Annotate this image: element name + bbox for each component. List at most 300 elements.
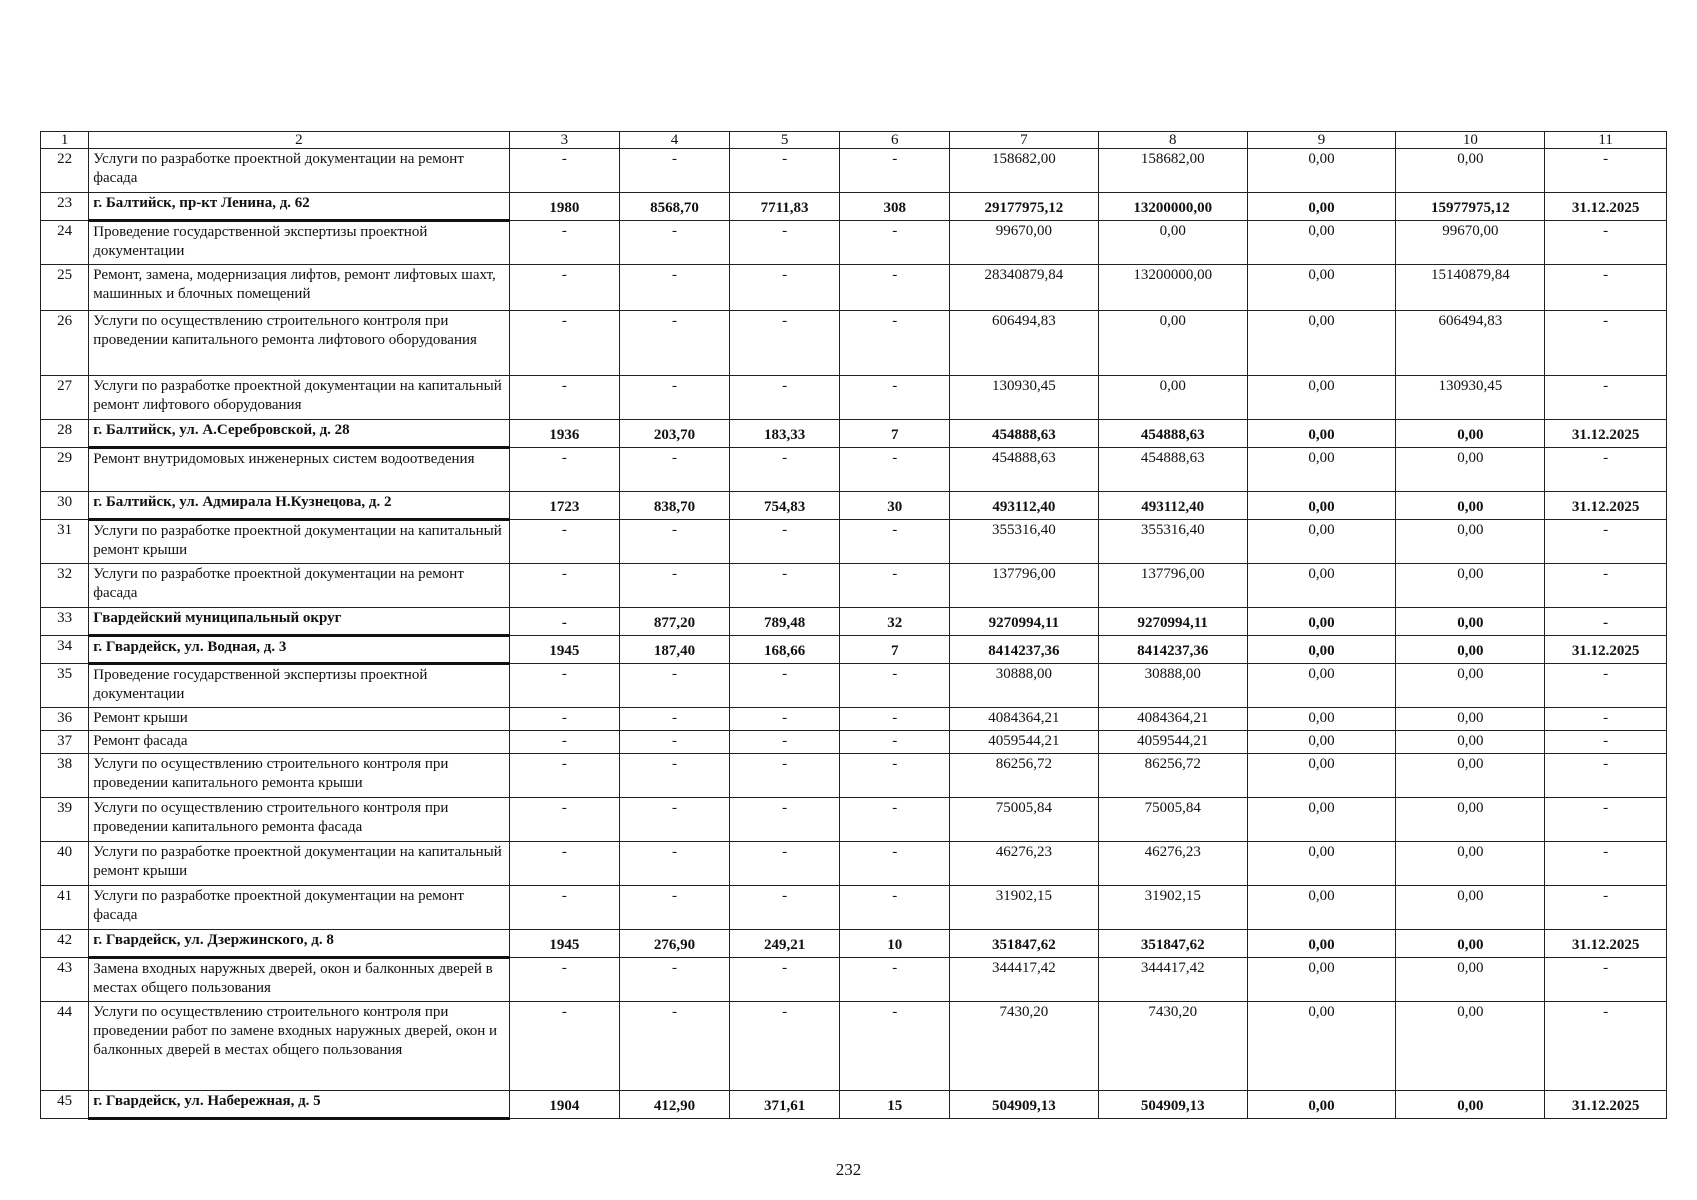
- owner-cost: 0,00: [1396, 798, 1545, 842]
- row-number: 44: [41, 1002, 89, 1091]
- living-area: -: [729, 664, 840, 708]
- total-area: -: [620, 149, 730, 193]
- fund-cost: 46276,23: [1098, 842, 1247, 886]
- address-row: [41, 930, 1667, 958]
- row-number: 35: [41, 664, 89, 708]
- residents: 308: [840, 193, 950, 221]
- year-built: 1904: [509, 1091, 620, 1119]
- address-row: [41, 636, 1667, 664]
- living-area: -: [729, 886, 840, 930]
- total-cost: 4084364,21: [949, 708, 1098, 731]
- total-cost: 28340879,84: [949, 265, 1098, 311]
- year-built: -: [509, 958, 620, 1002]
- deadline: -: [1545, 149, 1667, 193]
- row-number: 39: [41, 798, 89, 842]
- budget-cost: 0,00: [1247, 311, 1396, 376]
- work-item-row: [41, 886, 1667, 930]
- row-number: 28: [41, 420, 89, 448]
- deadline: -: [1545, 1002, 1667, 1091]
- column-header: 6: [840, 132, 950, 149]
- deadline: 31.12.2025: [1545, 193, 1667, 221]
- item-name: Услуги по осуществлению строительного контроля при проведении капитального ремонта лифтового оборудования: [89, 311, 509, 376]
- budget-cost: 0,00: [1247, 265, 1396, 311]
- item-name: г. Балтийск, пр-кт Ленина, д. 62: [89, 193, 509, 221]
- item-name: Ремонт фасада: [89, 731, 509, 754]
- item-name: Услуги по осуществлению строительного контроля при проведении работ по замене входных наружных дверей, окон и балконных дверей в местах общего пользования: [89, 1002, 509, 1091]
- living-area: -: [729, 448, 840, 492]
- owner-cost: 0,00: [1396, 1091, 1545, 1119]
- budget-cost: 0,00: [1247, 754, 1396, 798]
- budget-cost: 0,00: [1247, 149, 1396, 193]
- work-item-row: [41, 1002, 1667, 1091]
- deadline: -: [1545, 798, 1667, 842]
- budget-cost: 0,00: [1247, 520, 1396, 564]
- row-number: 26: [41, 311, 89, 376]
- total-area: -: [620, 221, 730, 265]
- total-area: 276,90: [620, 930, 730, 958]
- page-number: 232: [835, 1160, 862, 1179]
- item-name: Гвардейский муниципальный округ: [89, 608, 509, 636]
- owner-cost: 0,00: [1396, 149, 1545, 193]
- residents: -: [840, 520, 950, 564]
- living-area: 7711,83: [729, 193, 840, 221]
- year-built: 1945: [509, 930, 620, 958]
- total-cost: 75005,84: [949, 798, 1098, 842]
- residents: -: [840, 842, 950, 886]
- fund-cost: 4059544,21: [1098, 731, 1247, 754]
- owner-cost: 0,00: [1396, 1002, 1545, 1091]
- fund-cost: 13200000,00: [1098, 193, 1247, 221]
- year-built: 1723: [509, 492, 620, 520]
- deadline: -: [1545, 564, 1667, 608]
- deadline: 31.12.2025: [1545, 492, 1667, 520]
- total-cost: 454888,63: [949, 448, 1098, 492]
- deadline: -: [1545, 708, 1667, 731]
- residents: -: [840, 731, 950, 754]
- deadline: -: [1545, 311, 1667, 376]
- total-area: -: [620, 448, 730, 492]
- item-name: Ремонт, замена, модернизация лифтов, ремонт лифтовых шахт, машинных и блочных помещений: [89, 265, 509, 311]
- residents: -: [840, 886, 950, 930]
- residents: 32: [840, 608, 950, 636]
- year-built: -: [509, 731, 620, 754]
- residents: -: [840, 448, 950, 492]
- living-area: 754,83: [729, 492, 840, 520]
- work-item-row: [41, 265, 1667, 311]
- residents: 7: [840, 420, 950, 448]
- fund-cost: 355316,40: [1098, 520, 1247, 564]
- deadline: -: [1545, 731, 1667, 754]
- owner-cost: 130930,45: [1396, 376, 1545, 420]
- year-built: -: [509, 664, 620, 708]
- total-cost: 158682,00: [949, 149, 1098, 193]
- residents: -: [840, 564, 950, 608]
- row-number: 32: [41, 564, 89, 608]
- total-cost: 4059544,21: [949, 731, 1098, 754]
- work-item-row: [41, 448, 1667, 492]
- column-number-row: [41, 132, 1667, 149]
- total-cost: 504909,13: [949, 1091, 1098, 1119]
- living-area: -: [729, 311, 840, 376]
- fund-cost: 9270994,11: [1098, 608, 1247, 636]
- living-area: 371,61: [729, 1091, 840, 1119]
- total-area: -: [620, 520, 730, 564]
- work-item-row: [41, 149, 1667, 193]
- row-number: 25: [41, 265, 89, 311]
- owner-cost: 15977975,12: [1396, 193, 1545, 221]
- work-item-row: [41, 520, 1667, 564]
- total-cost: 137796,00: [949, 564, 1098, 608]
- fund-cost: 493112,40: [1098, 492, 1247, 520]
- deadline: -: [1545, 448, 1667, 492]
- row-number: 37: [41, 731, 89, 754]
- total-area: -: [620, 731, 730, 754]
- owner-cost: 0,00: [1396, 886, 1545, 930]
- fund-cost: 454888,63: [1098, 448, 1247, 492]
- budget-cost: 0,00: [1247, 708, 1396, 731]
- deadline: 31.12.2025: [1545, 636, 1667, 664]
- total-area: -: [620, 1002, 730, 1091]
- total-area: 412,90: [620, 1091, 730, 1119]
- fund-cost: 8414237,36: [1098, 636, 1247, 664]
- fund-cost: 454888,63: [1098, 420, 1247, 448]
- item-name: Услуги по разработке проектной документации на капитальный ремонт крыши: [89, 520, 509, 564]
- total-area: 877,20: [620, 608, 730, 636]
- living-area: -: [729, 754, 840, 798]
- fund-cost: 0,00: [1098, 311, 1247, 376]
- column-header: 10: [1396, 132, 1545, 149]
- deadline: -: [1545, 520, 1667, 564]
- deadline: -: [1545, 842, 1667, 886]
- fund-cost: 344417,42: [1098, 958, 1247, 1002]
- year-built: 1980: [509, 193, 620, 221]
- budget-cost: 0,00: [1247, 564, 1396, 608]
- row-number: 43: [41, 958, 89, 1002]
- total-cost: 606494,83: [949, 311, 1098, 376]
- deadline: -: [1545, 221, 1667, 265]
- fund-cost: 351847,62: [1098, 930, 1247, 958]
- budget-cost: 0,00: [1247, 420, 1396, 448]
- residents: 30: [840, 492, 950, 520]
- living-area: -: [729, 1002, 840, 1091]
- owner-cost: 0,00: [1396, 492, 1545, 520]
- living-area: 249,21: [729, 930, 840, 958]
- fund-cost: 13200000,00: [1098, 265, 1247, 311]
- total-area: 838,70: [620, 492, 730, 520]
- year-built: -: [509, 842, 620, 886]
- column-header: 5: [729, 132, 840, 149]
- year-built: -: [509, 564, 620, 608]
- item-name: г. Гвардейск, ул. Набережная, д. 5: [89, 1091, 509, 1119]
- residents: -: [840, 1002, 950, 1091]
- total-area: -: [620, 754, 730, 798]
- total-cost: 9270994,11: [949, 608, 1098, 636]
- fund-cost: 0,00: [1098, 376, 1247, 420]
- living-area: -: [729, 221, 840, 265]
- owner-cost: 0,00: [1396, 448, 1545, 492]
- item-name: Услуги по разработке проектной документации на капитальный ремонт лифтового оборудования: [89, 376, 509, 420]
- item-name: Замена входных наружных дверей, окон и балконных дверей в местах общего пользования: [89, 958, 509, 1002]
- owner-cost: 606494,83: [1396, 311, 1545, 376]
- budget-cost: 0,00: [1247, 1002, 1396, 1091]
- row-number: 36: [41, 708, 89, 731]
- item-name: Проведение государственной экспертизы проектной документации: [89, 221, 509, 265]
- year-built: -: [509, 798, 620, 842]
- owner-cost: 0,00: [1396, 842, 1545, 886]
- item-name: г. Гвардейск, ул. Водная, д. 3: [89, 636, 509, 664]
- row-number: 22: [41, 149, 89, 193]
- total-cost: 130930,45: [949, 376, 1098, 420]
- year-built: -: [509, 754, 620, 798]
- deadline: 31.12.2025: [1545, 420, 1667, 448]
- fund-cost: 30888,00: [1098, 664, 1247, 708]
- total-cost: 30888,00: [949, 664, 1098, 708]
- item-name: Ремонт внутридомовых инженерных систем водоотведения: [89, 448, 509, 492]
- total-cost: 344417,42: [949, 958, 1098, 1002]
- total-area: 8568,70: [620, 193, 730, 221]
- budget-cost: 0,00: [1247, 193, 1396, 221]
- column-header: 4: [620, 132, 730, 149]
- work-item-row: [41, 311, 1667, 376]
- work-item-row: [41, 754, 1667, 798]
- item-name: Услуги по разработке проектной документации на капитальный ремонт крыши: [89, 842, 509, 886]
- residents: -: [840, 311, 950, 376]
- deadline: -: [1545, 608, 1667, 636]
- item-name: Услуги по разработке проектной документации на ремонт фасада: [89, 564, 509, 608]
- row-number: 40: [41, 842, 89, 886]
- residents: -: [840, 708, 950, 731]
- living-area: 183,33: [729, 420, 840, 448]
- item-name: Услуги по осуществлению строительного контроля при проведении капитального ремонта крыши: [89, 754, 509, 798]
- year-built: -: [509, 520, 620, 564]
- living-area: 168,66: [729, 636, 840, 664]
- row-number: 31: [41, 520, 89, 564]
- living-area: -: [729, 958, 840, 1002]
- total-area: 187,40: [620, 636, 730, 664]
- fund-cost: 7430,20: [1098, 1002, 1247, 1091]
- budget-cost: 0,00: [1247, 376, 1396, 420]
- year-built: 1945: [509, 636, 620, 664]
- fund-cost: 4084364,21: [1098, 708, 1247, 731]
- total-cost: 7430,20: [949, 1002, 1098, 1091]
- total-area: -: [620, 311, 730, 376]
- living-area: -: [729, 376, 840, 420]
- year-built: -: [509, 149, 620, 193]
- total-cost: 351847,62: [949, 930, 1098, 958]
- deadline: -: [1545, 376, 1667, 420]
- total-area: -: [620, 958, 730, 1002]
- address-row: [41, 492, 1667, 520]
- column-header: 8: [1098, 132, 1247, 149]
- item-name: г. Гвардейск, ул. Дзержинского, д. 8: [89, 930, 509, 958]
- total-cost: 99670,00: [949, 221, 1098, 265]
- year-built: -: [509, 608, 620, 636]
- address-row: [41, 608, 1667, 636]
- fund-cost: 31902,15: [1098, 886, 1247, 930]
- column-header: 9: [1247, 132, 1396, 149]
- estimate-table: [40, 131, 1667, 1120]
- budget-cost: 0,00: [1247, 731, 1396, 754]
- column-header: 1: [41, 132, 89, 149]
- column-header: 11: [1545, 132, 1667, 149]
- budget-cost: 0,00: [1247, 930, 1396, 958]
- item-name: Услуги по разработке проектной документации на ремонт фасада: [89, 886, 509, 930]
- year-built: 1936: [509, 420, 620, 448]
- residents: -: [840, 958, 950, 1002]
- year-built: -: [509, 221, 620, 265]
- owner-cost: 0,00: [1396, 636, 1545, 664]
- owner-cost: 0,00: [1396, 731, 1545, 754]
- year-built: -: [509, 448, 620, 492]
- row-number: 38: [41, 754, 89, 798]
- living-area: -: [729, 149, 840, 193]
- row-number: 27: [41, 376, 89, 420]
- budget-cost: 0,00: [1247, 448, 1396, 492]
- fund-cost: 86256,72: [1098, 754, 1247, 798]
- total-cost: 29177975,12: [949, 193, 1098, 221]
- year-built: -: [509, 708, 620, 731]
- row-number: 23: [41, 193, 89, 221]
- fund-cost: 0,00: [1098, 221, 1247, 265]
- total-cost: 46276,23: [949, 842, 1098, 886]
- owner-cost: 0,00: [1396, 564, 1545, 608]
- owner-cost: 99670,00: [1396, 221, 1545, 265]
- budget-cost: 0,00: [1247, 842, 1396, 886]
- address-row: [41, 420, 1667, 448]
- residents: -: [840, 798, 950, 842]
- deadline: -: [1545, 754, 1667, 798]
- living-area: -: [729, 842, 840, 886]
- work-item-row: [41, 842, 1667, 886]
- total-area: -: [620, 376, 730, 420]
- year-built: -: [509, 376, 620, 420]
- total-area: -: [620, 842, 730, 886]
- total-area: -: [620, 886, 730, 930]
- column-header: 3: [509, 132, 620, 149]
- budget-cost: 0,00: [1247, 798, 1396, 842]
- work-item-row: [41, 376, 1667, 420]
- residents: 10: [840, 930, 950, 958]
- residents: -: [840, 149, 950, 193]
- year-built: -: [509, 265, 620, 311]
- deadline: -: [1545, 958, 1667, 1002]
- row-number: 34: [41, 636, 89, 664]
- year-built: -: [509, 886, 620, 930]
- owner-cost: 0,00: [1396, 420, 1545, 448]
- budget-cost: 0,00: [1247, 492, 1396, 520]
- work-item-row: [41, 664, 1667, 708]
- fund-cost: 75005,84: [1098, 798, 1247, 842]
- deadline: -: [1545, 886, 1667, 930]
- residents: 7: [840, 636, 950, 664]
- total-area: -: [620, 708, 730, 731]
- year-built: -: [509, 1002, 620, 1091]
- total-cost: 8414237,36: [949, 636, 1098, 664]
- item-name: Ремонт крыши: [89, 708, 509, 731]
- fund-cost: 158682,00: [1098, 149, 1247, 193]
- residents: -: [840, 265, 950, 311]
- item-name: г. Балтийск, ул. Адмирала Н.Кузнецова, д. 2: [89, 492, 509, 520]
- address-row: [41, 1091, 1667, 1119]
- budget-cost: 0,00: [1247, 886, 1396, 930]
- row-number: 45: [41, 1091, 89, 1119]
- owner-cost: 0,00: [1396, 754, 1545, 798]
- owner-cost: 0,00: [1396, 958, 1545, 1002]
- living-area: -: [729, 798, 840, 842]
- total-cost: 454888,63: [949, 420, 1098, 448]
- living-area: -: [729, 265, 840, 311]
- total-area: -: [620, 564, 730, 608]
- owner-cost: 0,00: [1396, 930, 1545, 958]
- address-row: [41, 193, 1667, 221]
- residents: 15: [840, 1091, 950, 1119]
- item-name: Проведение государственной экспертизы проектной документации: [89, 664, 509, 708]
- row-number: 24: [41, 221, 89, 265]
- deadline: 31.12.2025: [1545, 930, 1667, 958]
- residents: -: [840, 376, 950, 420]
- work-item-row: [41, 731, 1667, 754]
- living-area: -: [729, 731, 840, 754]
- fund-cost: 504909,13: [1098, 1091, 1247, 1119]
- total-cost: 86256,72: [949, 754, 1098, 798]
- owner-cost: 0,00: [1396, 664, 1545, 708]
- budget-cost: 0,00: [1247, 221, 1396, 265]
- deadline: -: [1545, 664, 1667, 708]
- row-number: 41: [41, 886, 89, 930]
- fund-cost: 137796,00: [1098, 564, 1247, 608]
- living-area: -: [729, 564, 840, 608]
- budget-cost: 0,00: [1247, 608, 1396, 636]
- year-built: -: [509, 311, 620, 376]
- residents: -: [840, 754, 950, 798]
- living-area: -: [729, 520, 840, 564]
- item-name: Услуги по разработке проектной документации на ремонт фасада: [89, 149, 509, 193]
- work-item-row: [41, 221, 1667, 265]
- total-area: -: [620, 798, 730, 842]
- residents: -: [840, 664, 950, 708]
- column-header: 2: [89, 132, 509, 149]
- total-cost: 493112,40: [949, 492, 1098, 520]
- residents: -: [840, 221, 950, 265]
- row-number: 42: [41, 930, 89, 958]
- owner-cost: 0,00: [1396, 520, 1545, 564]
- item-name: г. Балтийск, ул. А.Серебровской, д. 28: [89, 420, 509, 448]
- work-item-row: [41, 708, 1667, 731]
- budget-cost: 0,00: [1247, 636, 1396, 664]
- budget-cost: 0,00: [1247, 664, 1396, 708]
- budget-cost: 0,00: [1247, 1091, 1396, 1119]
- work-item-row: [41, 564, 1667, 608]
- total-area: -: [620, 265, 730, 311]
- total-area: 203,70: [620, 420, 730, 448]
- item-name: Услуги по осуществлению строительного контроля при проведении капитального ремонта фасада: [89, 798, 509, 842]
- row-number: 29: [41, 448, 89, 492]
- row-number: 33: [41, 608, 89, 636]
- owner-cost: 15140879,84: [1396, 265, 1545, 311]
- total-area: -: [620, 664, 730, 708]
- budget-cost: 0,00: [1247, 958, 1396, 1002]
- living-area: 789,48: [729, 608, 840, 636]
- work-item-row: [41, 798, 1667, 842]
- deadline: -: [1545, 265, 1667, 311]
- column-header: 7: [949, 132, 1098, 149]
- owner-cost: 0,00: [1396, 608, 1545, 636]
- work-item-row: [41, 958, 1667, 1002]
- total-cost: 31902,15: [949, 886, 1098, 930]
- deadline: 31.12.2025: [1545, 1091, 1667, 1119]
- owner-cost: 0,00: [1396, 708, 1545, 731]
- total-cost: 355316,40: [949, 520, 1098, 564]
